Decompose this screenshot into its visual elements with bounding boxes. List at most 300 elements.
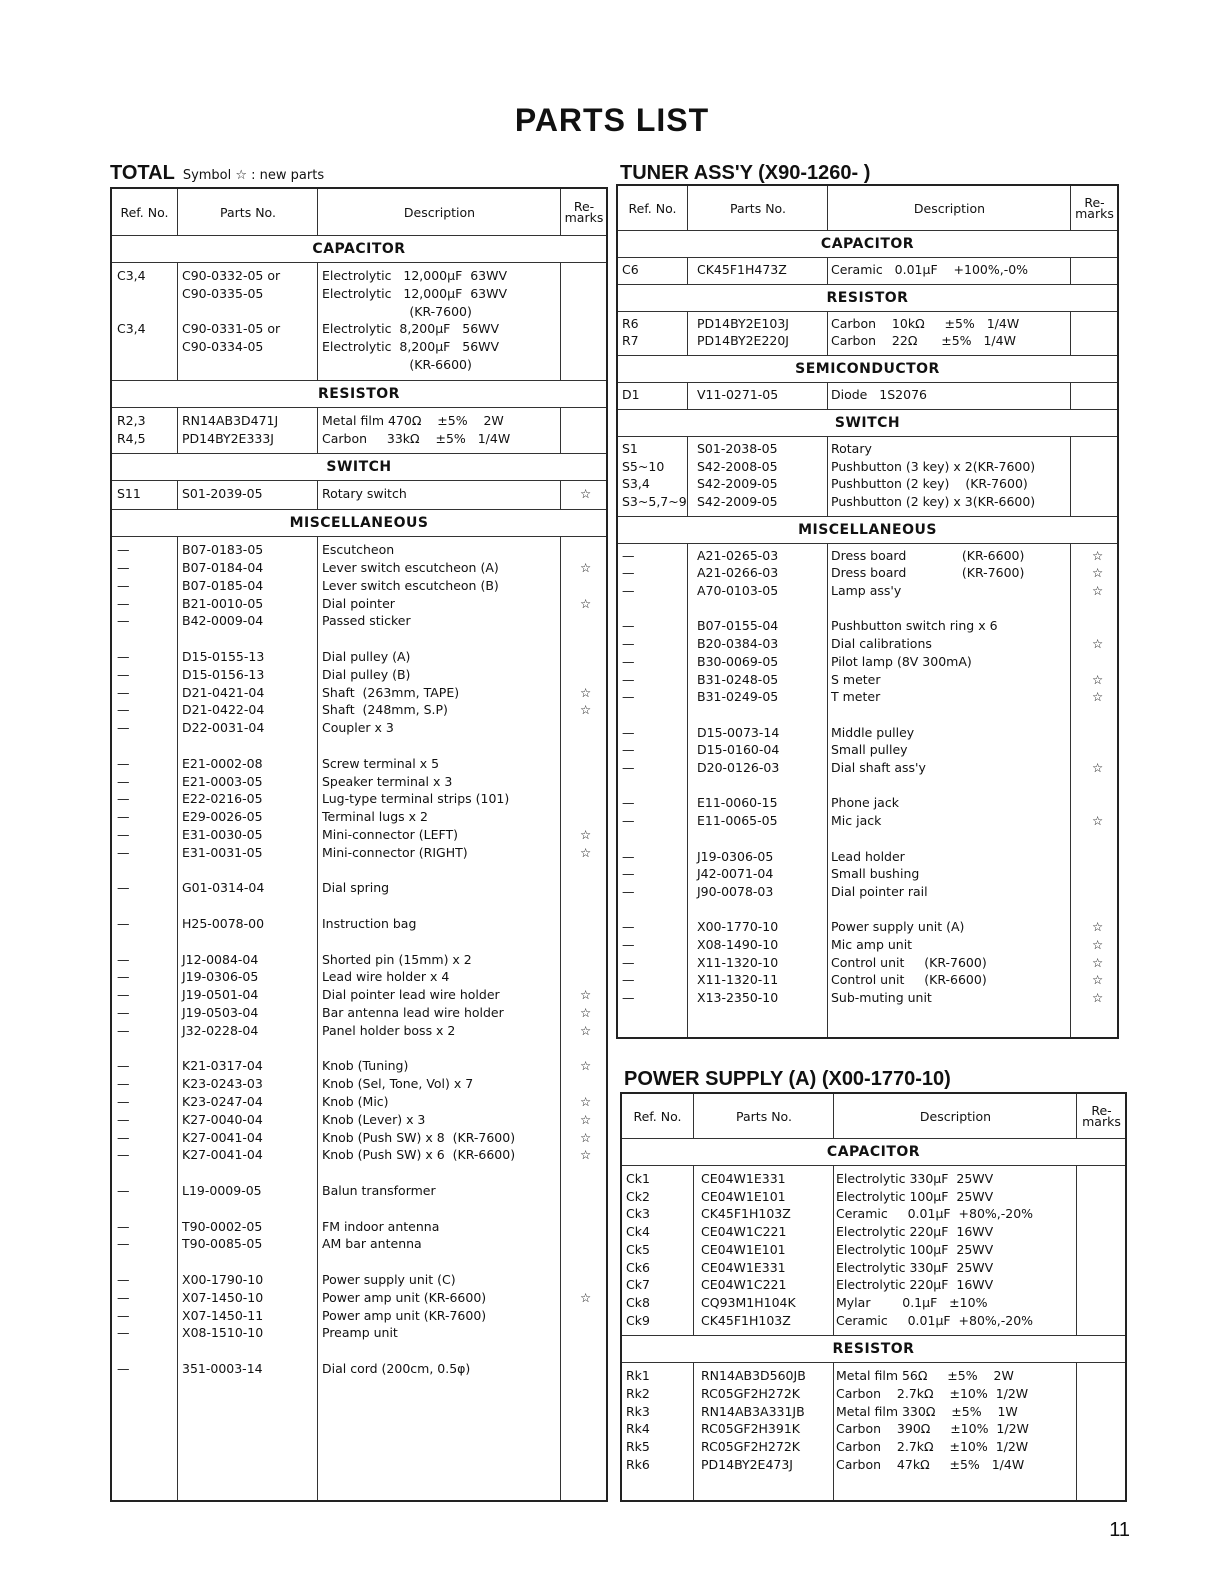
cell-parts: CK45F1H103Z	[701, 1206, 791, 1222]
table-row	[112, 1093, 606, 1111]
cell-parts: K23-0247-04	[182, 1094, 263, 1109]
cell-ref: —	[117, 987, 130, 1003]
cell-parts: RC05GF2H272K	[701, 1386, 800, 1401]
table-row	[112, 684, 606, 702]
table-row	[112, 303, 606, 321]
cell-ref: —	[622, 954, 635, 970]
table-row	[112, 541, 606, 559]
cell-ref: —	[622, 618, 635, 634]
cell-parts: B20-0384-03	[697, 636, 779, 652]
cell-parts: D21-0421-04	[182, 684, 265, 700]
cell-desc: Pushbutton (2 key) (KR-7600)	[831, 476, 1028, 492]
cell-desc: Carbon 22Ω ±5% 1/4W	[831, 333, 1016, 349]
header-remarks: Re- marks	[1070, 186, 1118, 230]
header-remarks: Re- marks	[560, 189, 607, 235]
cell-desc: Diode 1S2076	[831, 387, 927, 403]
table-row	[112, 577, 606, 595]
cell-ref: —	[117, 880, 130, 896]
cell-desc: Lead holder	[831, 848, 905, 864]
cell-ref: Rk1	[626, 1368, 650, 1384]
cell-parts: E29-0026-05	[182, 809, 263, 825]
cell-parts: K27-0041-04	[182, 1147, 263, 1163]
new-part-mark: ☆	[580, 560, 592, 575]
cell-desc: Dial pulley (A)	[322, 649, 411, 664]
cell-desc: Electrolytic 12,000μF 63WV	[322, 268, 508, 283]
new-part-mark: ☆	[580, 1289, 592, 1305]
cell-desc: Dress board (KR-7600)	[831, 565, 1025, 581]
cell-parts: S42-2009-05	[697, 476, 778, 492]
cell-desc: (KR-7600)	[322, 303, 472, 319]
cell-desc: Knob (Push SW) x 6 (KR-6600)	[322, 1147, 516, 1163]
cell-parts: K27-0040-04	[182, 1111, 263, 1127]
cell-ref: —	[117, 1325, 130, 1341]
new-part-mark: ☆	[580, 1058, 592, 1074]
cell-ref: Ck5	[626, 1241, 650, 1257]
table-row	[618, 332, 1117, 350]
table-row	[618, 918, 1117, 936]
cell-desc: Electrolytic 100μF 25WV	[836, 1241, 994, 1257]
cell-desc: Control unit (KR-7600)	[831, 954, 987, 970]
cell-ref: C3,4	[117, 268, 146, 283]
cell-parts: J19-0503-04	[182, 1005, 259, 1020]
cell-desc: Panel holder boss x 2	[322, 1022, 456, 1038]
table-row	[618, 954, 1117, 972]
cell-parts: D22-0031-04	[182, 720, 265, 736]
cell-parts: B42-0009-04	[182, 613, 264, 629]
cell-desc: Power amp unit (KR-7600)	[322, 1307, 487, 1323]
cell-parts: CE04W1E331	[701, 1259, 786, 1275]
cell-ref: —	[117, 542, 130, 558]
cell-ref: —	[622, 866, 635, 882]
new-part-mark: ☆	[1092, 972, 1104, 988]
table-row	[112, 1200, 606, 1218]
cell-desc: T meter	[831, 689, 881, 705]
cell-parts: E31-0030-05	[182, 827, 263, 842]
cell-parts: CK45F1H103Z	[701, 1312, 791, 1328]
table-row	[618, 971, 1117, 989]
cell-ref: —	[117, 1218, 130, 1234]
cell-ref: Ck8	[626, 1294, 650, 1310]
table-row	[112, 1075, 606, 1093]
cell-parts: D15-0156-13	[182, 666, 265, 682]
cell-parts: X07-1450-11	[182, 1307, 264, 1323]
cell-ref: —	[117, 613, 130, 629]
cell-ref: —	[117, 1076, 130, 1092]
cell-parts: C90-0335-05	[182, 285, 264, 301]
cell-ref: —	[117, 1129, 130, 1145]
category-miscellaneous: MISCELLANEOUS	[618, 516, 1117, 544]
cell-ref: —	[622, 636, 635, 652]
new-part-mark: ☆	[1092, 937, 1104, 952]
cell-ref: —	[117, 951, 130, 967]
new-parts-note: Symbol ☆ : new parts	[182, 168, 325, 183]
cell-parts: K21-0317-04	[182, 1058, 263, 1074]
table-header	[618, 186, 1117, 231]
cell-desc: Power supply unit (A)	[831, 919, 965, 935]
cell-ref: Ck9	[626, 1312, 650, 1328]
table-row	[112, 790, 606, 808]
cell-ref: —	[622, 972, 635, 988]
cell-desc: Lever switch escutcheon (B)	[322, 577, 499, 593]
cell-parts: J19-0306-05	[697, 848, 774, 864]
table-row	[618, 812, 1117, 830]
cell-ref: C6	[622, 262, 639, 277]
cell-desc: Knob (Sel, Tone, Vol) x 7	[322, 1076, 474, 1092]
cell-parts: S42-2009-05	[697, 493, 778, 509]
cell-desc: Phone jack	[831, 795, 899, 811]
table-row	[618, 883, 1117, 901]
cell-parts: T90-0085-05	[182, 1236, 263, 1252]
cell-desc: Carbon 33kΩ ±5% 1/4W	[322, 430, 511, 446]
cell-parts: B31-0248-05	[697, 671, 779, 687]
table-row	[618, 493, 1117, 511]
table-row	[622, 1367, 1125, 1385]
new-part-mark: ☆	[580, 987, 592, 1003]
cell-parts: X00-1770-10	[697, 919, 779, 935]
cell-parts: B21-0010-05	[182, 595, 264, 611]
table-row	[622, 1312, 1125, 1330]
cell-ref: Rk4	[626, 1421, 650, 1437]
cell-desc: Pushbutton (2 key) x 3(KR-6600)	[831, 493, 1036, 509]
table-row	[112, 1218, 606, 1236]
cell-ref: —	[117, 595, 130, 611]
cell-desc: Control unit (KR-6600)	[831, 972, 987, 988]
cell-ref: —	[117, 1147, 130, 1163]
table-row	[622, 1205, 1125, 1223]
table-row	[112, 356, 606, 374]
cell-parts: S42-2008-05	[697, 458, 778, 474]
header-parts: Parts No.	[693, 1094, 834, 1138]
cell-desc: Dial pointer rail	[831, 883, 928, 899]
cell-ref: —	[622, 724, 635, 740]
table-row	[112, 915, 606, 933]
cell-ref: Rk2	[626, 1386, 650, 1401]
cell-ref: Ck4	[626, 1224, 650, 1240]
table-row	[112, 430, 606, 448]
cell-parts: S01-2038-05	[697, 440, 778, 456]
cell-desc: Metal film 470Ω ±5% 2W	[322, 412, 504, 428]
cell-ref: Ck3	[626, 1206, 650, 1222]
cell-ref: Ck1	[626, 1171, 650, 1186]
cell-parts: PD14BY2E220J	[697, 333, 789, 349]
new-part-mark: ☆	[1092, 990, 1104, 1006]
table-row	[112, 1111, 606, 1129]
cell-parts: B07-0155-04	[697, 618, 779, 634]
cell-ref: —	[622, 919, 635, 935]
cell-desc: Shaft (248mm, S.P)	[322, 702, 448, 718]
power-supply-heading: POWER SUPPLY (A) (X00-1770-10)	[624, 1068, 951, 1090]
table-row	[618, 794, 1117, 812]
table-row	[622, 1294, 1125, 1312]
cell-desc: Rotary switch	[322, 486, 407, 502]
cell-ref: —	[117, 1022, 130, 1038]
new-part-mark: ☆	[1092, 760, 1104, 775]
table-row	[112, 1022, 606, 1040]
cell-ref: —	[117, 684, 130, 700]
cell-parts: E31-0031-05	[182, 844, 263, 860]
cell-parts: A21-0265-03	[697, 547, 779, 563]
cell-desc: Rotary	[831, 440, 872, 456]
cell-desc: S meter	[831, 671, 881, 687]
table-row	[112, 648, 606, 666]
table-row	[618, 671, 1117, 689]
cell-ref: —	[117, 916, 130, 931]
cell-ref: S11	[117, 486, 141, 502]
table-row	[112, 1004, 606, 1022]
cell-parts: V11-0271-05	[697, 387, 779, 403]
table-row	[112, 1129, 606, 1147]
cell-parts: RN14AB3D471J	[182, 412, 279, 428]
cell-desc: Pilot lamp (8V 300mA)	[831, 653, 972, 669]
cell-parts: B30-0069-05	[697, 653, 779, 669]
table-row	[112, 986, 606, 1004]
cell-parts: X08-1510-10	[182, 1325, 264, 1341]
table-row	[112, 1182, 606, 1200]
cell-parts: E11-0065-05	[697, 813, 778, 829]
cell-desc: Escutcheon	[322, 542, 395, 558]
cell-desc: Dial pulley (B)	[322, 666, 411, 682]
table-row	[112, 808, 606, 826]
cell-ref: Ck6	[626, 1259, 650, 1275]
table-row	[112, 267, 606, 285]
cell-ref: —	[622, 742, 635, 758]
cell-parts: RN14AB3A331JB	[701, 1403, 805, 1419]
cell-desc: Electrolytic 8,200μF 56WV	[322, 321, 500, 337]
cell-ref: —	[622, 848, 635, 864]
cell-ref: S3~5,7~9	[622, 493, 687, 509]
cell-parts: E21-0002-08	[182, 755, 263, 771]
cell-parts: CK45F1H473Z	[697, 262, 787, 277]
new-part-mark: ☆	[1092, 813, 1104, 829]
table-row	[618, 386, 1117, 404]
cell-ref: —	[117, 702, 130, 718]
new-part-mark: ☆	[1092, 671, 1104, 687]
table-row	[618, 582, 1117, 600]
cell-ref: —	[117, 827, 130, 842]
cell-parts: T90-0002-05	[182, 1218, 263, 1234]
cell-parts: D15-0155-13	[182, 649, 265, 664]
cell-ref: —	[622, 689, 635, 705]
table-row	[618, 901, 1117, 919]
table-row	[112, 630, 606, 648]
new-part-mark: ☆	[1092, 636, 1104, 652]
cell-desc: Coupler x 3	[322, 720, 394, 736]
page-title: PARTS LIST	[514, 102, 710, 138]
category-capacitor: CAPACITOR	[622, 1138, 1125, 1166]
cell-desc: Small bushing	[831, 866, 920, 882]
cell-desc: Pushbutton (3 key) x 2(KR-7600)	[831, 458, 1036, 474]
cell-parts: 351-0003-14	[182, 1361, 263, 1376]
cell-ref: —	[117, 1361, 130, 1376]
cell-ref: —	[117, 791, 130, 807]
category-miscellaneous: MISCELLANEOUS	[112, 509, 606, 537]
table-row	[622, 1188, 1125, 1206]
header-ref: Ref. No.	[120, 204, 169, 220]
table-row	[112, 1307, 606, 1325]
table-row	[112, 737, 606, 755]
cell-desc: Preamp unit	[322, 1325, 398, 1341]
table-header	[622, 1094, 1125, 1139]
cell-parts: J32-0228-04	[182, 1022, 259, 1038]
cell-parts: B07-0185-04	[182, 577, 264, 593]
table-row	[618, 759, 1117, 777]
category-resistor: RESISTOR	[112, 380, 606, 408]
cell-ref: —	[117, 1236, 130, 1252]
new-part-mark: ☆	[580, 595, 592, 611]
cell-parts: E22-0216-05	[182, 791, 263, 807]
cell-desc: Mic jack	[831, 813, 882, 829]
cell-parts: CE04W1E101	[701, 1188, 786, 1204]
cell-ref: Rk6	[626, 1456, 650, 1472]
category-capacitor: CAPACITOR	[112, 235, 606, 263]
header-remarks: Re- marks	[1076, 1094, 1126, 1138]
table-row	[112, 285, 606, 303]
cell-parts: PD14BY2E333J	[182, 430, 274, 446]
cell-desc: Dial spring	[322, 880, 390, 896]
cell-ref: D1	[622, 387, 640, 403]
table-row	[112, 879, 606, 897]
cell-ref: —	[117, 649, 130, 664]
cell-parts: D20-0126-03	[697, 760, 780, 775]
header-desc: Description	[833, 1094, 1077, 1138]
cell-parts: RN14AB3D560JB	[701, 1368, 806, 1384]
cell-ref: —	[622, 583, 635, 598]
cell-ref: —	[622, 671, 635, 687]
new-part-mark: ☆	[580, 844, 592, 860]
cell-parts: RC05GF2H391K	[701, 1421, 800, 1437]
table-row	[622, 1241, 1125, 1259]
cell-parts: B07-0184-04	[182, 560, 264, 575]
cell-parts: X11-1320-10	[697, 954, 779, 970]
table-row	[622, 1456, 1125, 1474]
new-part-mark: ☆	[580, 1005, 592, 1020]
cell-parts: J12-0084-04	[182, 951, 259, 967]
table-row	[618, 724, 1117, 742]
new-part-mark: ☆	[1092, 919, 1104, 935]
cell-desc: Ceramic 0.01μF +80%,-20%	[836, 1206, 1034, 1222]
cell-desc: Passed sticker	[322, 613, 411, 629]
cell-desc: Metal film 330Ω ±5% 1W	[836, 1403, 1018, 1419]
table-row	[622, 1276, 1125, 1294]
cell-desc: Lamp ass'y	[831, 583, 902, 598]
cell-parts: X08-1490-10	[697, 937, 779, 952]
table-row	[622, 1403, 1125, 1421]
cell-desc: Metal film 56Ω ±5% 2W	[836, 1368, 1014, 1384]
table-row	[622, 1259, 1125, 1277]
cell-desc: Power amp unit (KR-6600)	[322, 1289, 487, 1305]
table-row	[112, 1164, 606, 1182]
cell-parts: J90-0078-03	[697, 883, 774, 899]
table-row	[112, 595, 606, 613]
table-row	[112, 485, 606, 503]
cell-ref: —	[117, 577, 130, 593]
page-number: 11	[1109, 1519, 1130, 1541]
table-row	[622, 1420, 1125, 1438]
table-row	[112, 1057, 606, 1075]
cell-ref: Ck2	[626, 1188, 650, 1204]
table-row	[112, 933, 606, 951]
tuner-heading: TUNER ASS'Y (X90-1260- )	[620, 162, 871, 184]
table-row	[618, 261, 1117, 279]
cell-parts: B31-0249-05	[697, 689, 779, 705]
cell-desc: Carbon 2.7kΩ ±10% 1/2W	[836, 1386, 1029, 1401]
table-row	[112, 666, 606, 684]
cell-parts: C90-0331-05 or	[182, 321, 281, 337]
table-row	[112, 773, 606, 791]
table-row	[618, 989, 1117, 1007]
table-row	[112, 612, 606, 630]
cell-ref: —	[622, 937, 635, 952]
cell-parts: D15-0160-04	[697, 742, 780, 758]
tuner-parts-table	[616, 184, 1119, 1039]
total-heading	[110, 162, 324, 185]
cell-ref: —	[117, 969, 130, 985]
cell-parts: L19-0009-05	[182, 1183, 262, 1198]
cell-parts: S01-2039-05	[182, 486, 263, 502]
cell-parts: G01-0314-04	[182, 880, 265, 896]
table-row	[112, 1324, 606, 1342]
cell-desc: Lug-type terminal strips (101)	[322, 791, 510, 807]
header-ref: Ref. No.	[628, 200, 677, 216]
new-part-mark: ☆	[1092, 954, 1104, 970]
table-row	[112, 559, 606, 577]
cell-desc: Knob (Tuning)	[322, 1058, 409, 1074]
cell-desc: Shaft (263mm, TAPE)	[322, 684, 460, 700]
cell-desc: Small pulley	[831, 742, 908, 758]
cell-desc: Knob (Lever) x 3	[322, 1111, 426, 1127]
cell-ref: —	[117, 1289, 130, 1305]
cell-ref: —	[622, 565, 635, 581]
table-row	[112, 862, 606, 880]
table-row	[618, 741, 1117, 759]
new-part-mark: ☆	[580, 1111, 592, 1127]
cell-desc: Ceramic 0.01μF +80%,-20%	[836, 1312, 1034, 1328]
table-row	[112, 1360, 606, 1378]
cell-desc: Knob (Push SW) x 8 (KR-7600)	[322, 1129, 516, 1145]
table-row	[618, 635, 1117, 653]
cell-parts: CQ93M1H104K	[701, 1294, 796, 1310]
cell-ref: —	[117, 1111, 130, 1127]
table-row	[112, 755, 606, 773]
cell-parts: X07-1450-10	[182, 1289, 264, 1305]
new-part-mark: ☆	[1092, 689, 1104, 705]
table-row	[618, 936, 1117, 954]
cell-ref: —	[622, 795, 635, 811]
cell-desc: Shorted pin (15mm) x 2	[322, 951, 472, 967]
table-row	[618, 547, 1117, 565]
table-row	[112, 719, 606, 737]
cell-ref: —	[622, 760, 635, 775]
table-row	[618, 458, 1117, 476]
cell-parts: PD14BY2E103J	[697, 315, 789, 331]
cell-ref: —	[117, 720, 130, 736]
table-row	[618, 315, 1117, 333]
table-row	[622, 1223, 1125, 1241]
cell-parts: X11-1320-11	[697, 972, 779, 988]
cell-desc: FM indoor antenna	[322, 1218, 440, 1234]
cell-ref: S3,4	[622, 476, 650, 492]
cell-parts: A21-0266-03	[697, 565, 779, 581]
category-resistor: RESISTOR	[618, 284, 1117, 312]
table-row	[112, 338, 606, 356]
new-part-mark: ☆	[580, 827, 592, 842]
cell-ref: —	[117, 755, 130, 771]
category-capacitor: CAPACITOR	[618, 230, 1117, 258]
cell-parts: CE04W1E101	[701, 1241, 786, 1257]
cell-desc: Carbon 10kΩ ±5% 1/4W	[831, 315, 1020, 331]
cell-parts: E11-0060-15	[697, 795, 778, 811]
cell-desc: Mini-connector (RIGHT)	[322, 844, 468, 860]
